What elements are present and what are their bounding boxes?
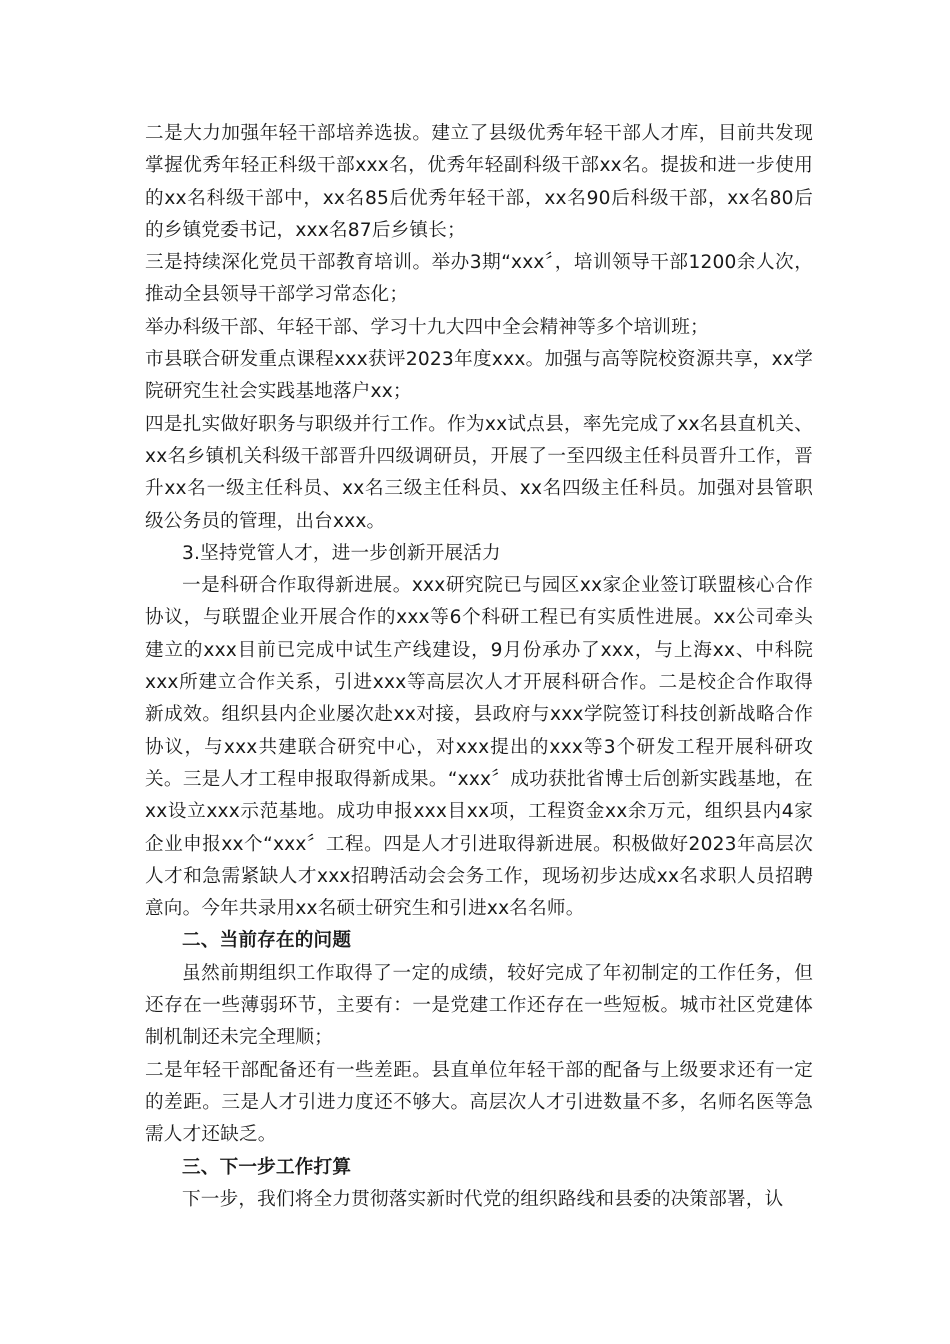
paragraph-rank-parallel: 四是扎实做好职务与职级并行工作。作为xx试点县，率先完成了xx名县直机关、xx名乡镇机关科级干部晋升四级调研员，开展了一至四级主任科员晋升工作，晋升xx名一级主任科员、xx名三级主任科员、xx名四级主任科员。加强对县管职级公务员的管理，出台xxx。: [145, 413, 813, 532]
paragraph-problems-overview: 虽然前期组织工作取得了一定的成绩，较好完成了年初制定的工作任务，但还存在一些薄弱环节，主要有：一是党建工作还存在一些短板。城市社区党建体制机制还未完全理顺；: [145, 962, 813, 1049]
paragraph-education-training: 三是持续深化党员干部教育培训。举办3期“xxx〞，培训领导干部1200余人次，推动全县领导干部学习常态化；: [145, 252, 813, 306]
paragraph-problems-details: 二是年轻干部配备还有一些差距。县直单位年轻干部的配备与上级要求还有一定的差距。三是人才引进力度还不够大。高层次人才引进数量不多，名师名医等急需人才还缺乏。: [145, 1059, 813, 1146]
section-heading-next-steps: 三、下一步工作打算: [182, 1156, 352, 1178]
paragraph-training-classes: 举办科级干部、年轻干部、学习十九大四中全会精神等多个培训班；: [145, 316, 709, 338]
paragraph-next-steps: 下一步，我们将全力贯彻落实新时代党的组织路线和县委的决策部署，认: [182, 1188, 784, 1210]
paragraph-research-cooperation: 一是科研合作取得新进展。xxx研究院已与园区xx家企业签订联盟核心合作协议，与联盟企业开展合作的xxx等6个科研工程已有实质性进展。xx公司牵头建立的xxx目前已完成中试生产线建设，9月份承办了xxx，与上海xx、中科院xxx所建立合作关系，引进xxx等高层次人才开展科研合作。二是校企合作取得新成效。组织县内企业屡次赴xx对接，县政府与xxx学院签订科技创新战略合作协议，与xxx共建联合研究中心，对xxx提出的xxx等3个研发工程开展科研攻关。三是人才工程申报取得新成果。“xxx〞成功获批省博士后创新实践基地，在xx设立xxx示范基地。成功申报xxx目xx项，工程资金xx余万元，组织县内4家企业申报xx个“xxx〞工程。四是人才引进取得新进展。积极做好2023年高层次人才和急需紧缺人才xxx招聘活动会会务工作，现场初步达成xx名求职人员招聘意向。今年共录用xx名硕士研究生和引进xx名名师。: [145, 575, 813, 920]
section-heading-problems: 二、当前存在的问题: [182, 930, 352, 952]
paragraph-young-cadres: 二是大力加强年轻干部培养选拔。建立了县级优秀年轻干部人才库，目前共发现掌握优秀年轻正科级干部xxx名，优秀年轻副科级干部xx名。提拔和进一步使用的xx名科级干部中，xx名85后优秀年轻干部，xx名90后科级干部，xx名80后的乡镇党委书记，xxx名87后乡镇长；: [145, 123, 813, 241]
document-body: [145, 118, 813, 1216]
section-heading-talent: 3.坚持党管人才，进一步创新开展活力: [182, 542, 501, 564]
paragraph-joint-courses: 市县联合研发重点课程xxx获评2023年度xxx。加强与高等院校资源共享，xx学院研究生社会实践基地落户xx；: [145, 349, 813, 403]
